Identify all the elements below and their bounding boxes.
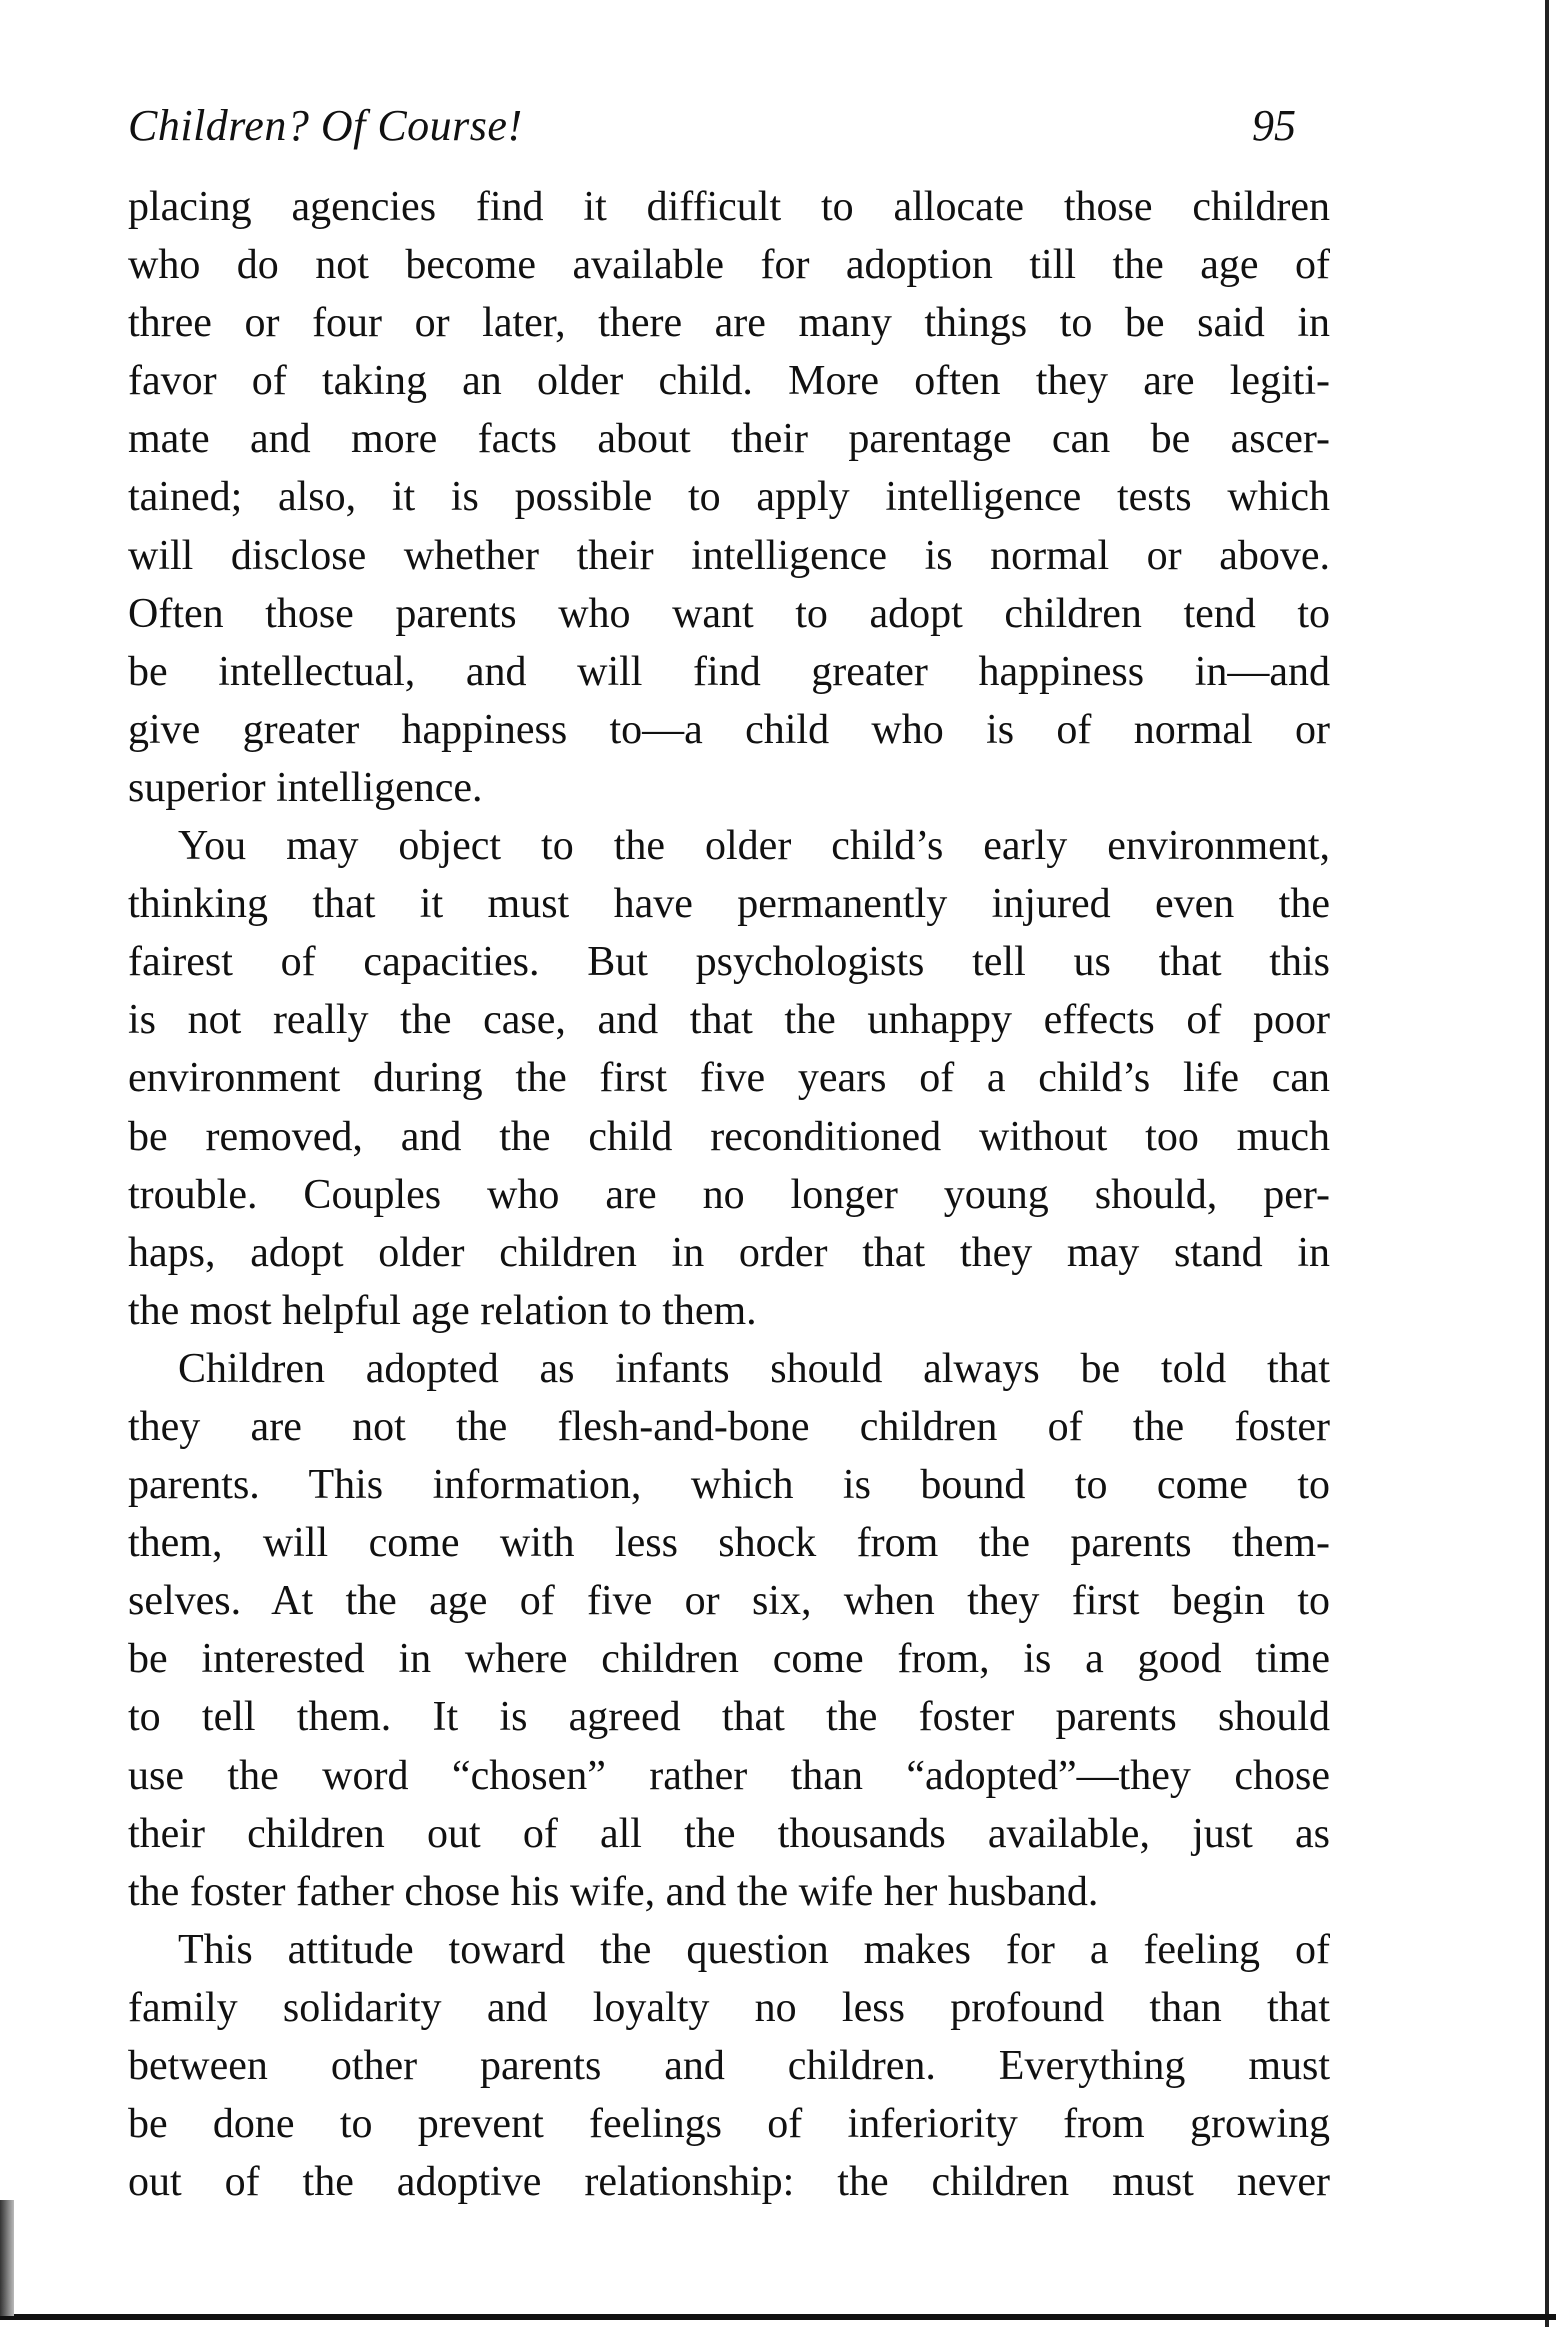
text-line: them, will come with less shock from the parents them- — [128, 1520, 1330, 1567]
text-line: to tell them. It is agreed that the foster parents should — [128, 1694, 1330, 1741]
text-line: This attitude toward the question makes for a feeling of — [178, 1926, 1330, 1973]
text-line: favor of taking an older child. More often they are legiti- — [128, 358, 1330, 405]
text-line: mate and more facts about their parentage can be ascer- — [128, 416, 1330, 463]
body-text — [128, 178, 1330, 2211]
text-line: haps, adopt older children in order that they may stand in — [128, 1229, 1330, 1276]
text-line: tained; also, it is possible to apply intelligence tests which — [128, 474, 1330, 521]
text-line: trouble. Couples who are no longer young should, per- — [128, 1171, 1330, 1218]
text-line: You may object to the older child’s early environment, — [178, 823, 1330, 870]
text-line: use the word “chosen” rather than “adopted”—they chose — [128, 1752, 1330, 1799]
text-line: they are not the flesh-and-bone children of the foster — [128, 1403, 1330, 1450]
page-edge-bottom — [0, 2314, 1556, 2320]
paragraph — [128, 178, 1330, 817]
text-line: family solidarity and loyalty no less profound than that — [128, 1984, 1330, 2031]
text-line: their children out of all the thousands available, just as — [128, 1810, 1330, 1857]
text-line: be removed, and the child reconditioned without too much — [128, 1113, 1330, 1160]
text-line: is not really the case, and that the unhappy effects of poor — [128, 997, 1330, 1044]
text-line: give greater happiness to—a child who is of normal or — [128, 706, 1330, 753]
text-line: Often those parents who want to adopt children tend to — [128, 590, 1330, 637]
paragraph — [128, 1340, 1330, 1921]
text-line: Children adopted as infants should always be told that — [178, 1345, 1330, 1392]
chapter-title: Children? Of Course! — [128, 101, 523, 150]
text-line: be interested in where children come from, is a good time — [128, 1636, 1330, 1683]
text-line: the most helpful age relation to them. — [128, 1287, 757, 1334]
text-line: the foster father chose his wife, and the wife her husband. — [128, 1868, 1099, 1915]
text-line: be done to prevent feelings of inferiority from growing — [128, 2101, 1330, 2148]
text-line: fairest of capacities. But psychologists tell us that this — [128, 939, 1330, 986]
page-number: 95 — [1252, 101, 1296, 150]
text-line: be intellectual, and will find greater happiness in—and — [128, 648, 1330, 695]
text-line: parents. This information, which is bound to come to — [128, 1462, 1330, 1509]
text-line: environment during the first five years of a child’s life can — [128, 1055, 1330, 1102]
page-curl-shadow — [0, 2200, 14, 2316]
text-line: who do not become available for adoption till the age of — [128, 242, 1330, 289]
text-line: out of the adoptive relationship: the children must never — [128, 2159, 1330, 2206]
text-line: between other parents and children. Everything must — [128, 2043, 1330, 2089]
page-edge-right — [1545, 0, 1549, 2327]
text-line: superior intelligence. — [128, 764, 483, 811]
paragraph — [128, 817, 1330, 1340]
text-line: placing agencies find it difficult to allocate those children — [128, 184, 1330, 230]
text-line: will disclose whether their intelligence is normal or above. — [128, 532, 1330, 579]
text-line: selves. At the age of five or six, when they first begin to — [128, 1578, 1330, 1625]
running-head — [128, 100, 1296, 156]
paragraph — [128, 1921, 1330, 2211]
text-line: three or four or later, there are many things to be said in — [128, 300, 1330, 347]
text-line: thinking that it must have permanently injured even the — [128, 881, 1330, 928]
